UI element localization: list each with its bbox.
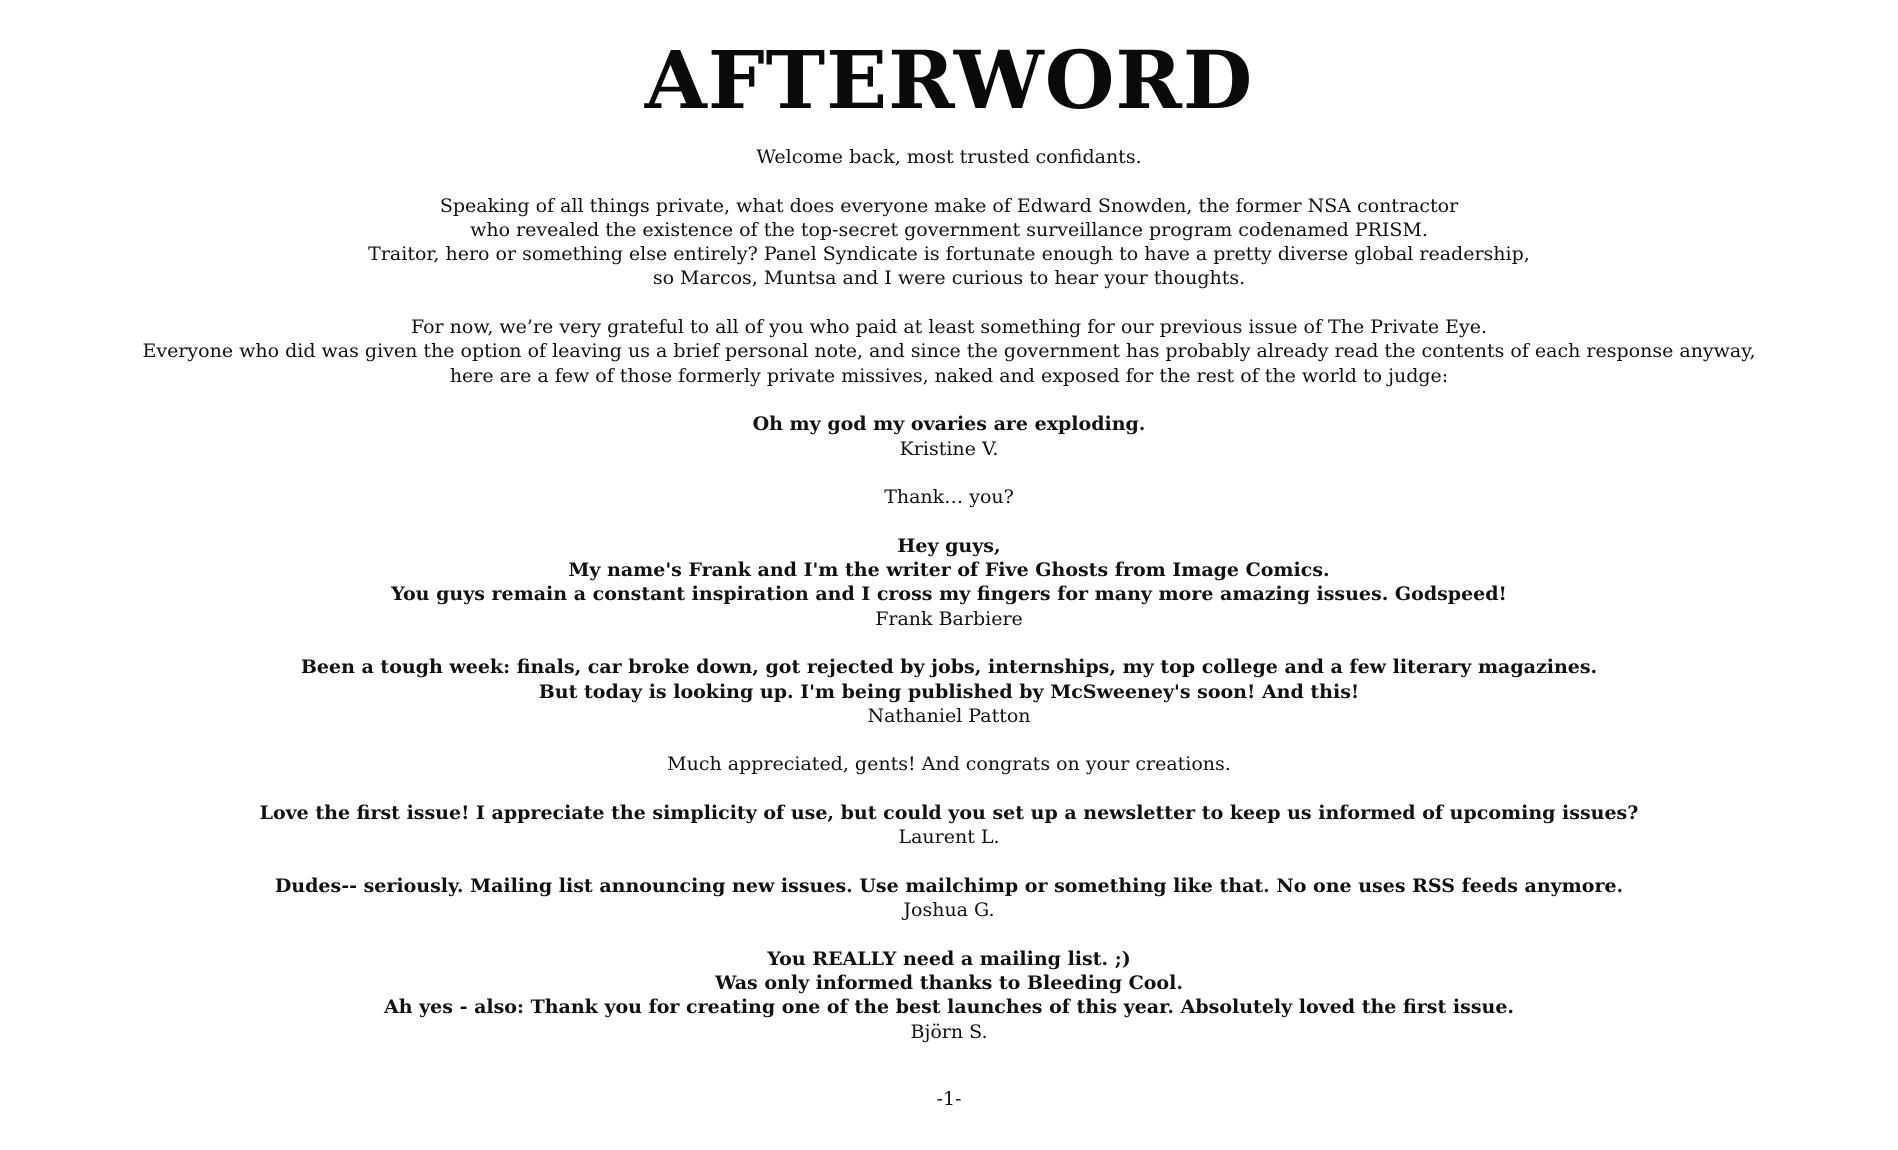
letter-message-line: You guys remain a constant inspiration and I cross my fingers for many more amazing issues. Godspeed! — [391, 583, 1507, 606]
letter-message-line: You REALLY need a mailing list. ;) — [767, 947, 1131, 970]
letter-message-line: But today is looking up. I'm being published by McSweeney's soon! And this! — [538, 680, 1360, 703]
letter-message-line: Hey guys, — [897, 534, 1001, 557]
paragraph-gap — [0, 777, 1898, 801]
letter-author: Nathaniel Patton — [867, 704, 1031, 727]
paragraph-line: who revealed the existence of the top-secret government surveillance program codenamed PRISM. — [470, 218, 1428, 241]
letter-message-line: Been a tough week: finals, car broke down, got rejected by jobs, internships, my top college and a few literary magazines. — [300, 656, 1598, 679]
letter-message-line: Ah yes - also: Thank you for creating one of the best launches of this year. Absolutely loved the first issue. — [383, 996, 1515, 1019]
letter-message-line: Love the first issue! I appreciate the simplicity of use, but could you set up a newsletter to keep us informed of upcoming issues? — [259, 802, 1639, 825]
letter-message-line: Dudes-- seriously. Mailing list announcing new issues. Use mailchimp or something like that. No one uses RSS feeds anymore. — [274, 874, 1624, 897]
paragraph-line: For now, we’re very grateful to all of you who paid at least something for our previous issue of The Private Eye. — [410, 316, 1488, 339]
reader-letter — [0, 947, 1898, 1044]
paragraph-line: Speaking of all things private, what does everyone make of Edward Snowden, the former NSA contractor — [439, 194, 1459, 217]
paragraph-gap — [0, 850, 1898, 874]
paragraph-gap — [0, 631, 1898, 655]
letter-message-line: My name's Frank and I'm the writer of Five Ghosts from Image Comics. — [568, 559, 1330, 582]
paragraph-gap — [0, 923, 1898, 947]
reader-letter — [0, 801, 1898, 850]
paragraph-gap — [0, 388, 1898, 412]
paragraph-gap — [0, 291, 1898, 315]
letter-author: Kristine V. — [899, 437, 999, 460]
snowden-paragraph — [0, 194, 1898, 291]
afterword-body — [0, 145, 1898, 1044]
page-number: -1- — [936, 1088, 962, 1110]
reader-letter — [0, 534, 1898, 631]
greeting-line: Welcome back, most trusted confidants. — [756, 146, 1142, 168]
letter-message-line: Oh my god my ovaries are exploding. — [752, 413, 1146, 436]
letter-author: Laurent L. — [898, 826, 1000, 849]
paragraph-line: Traitor, hero or something else entirely? Panel Syndicate is fortunate enough to have a pretty diverse global readership, — [368, 243, 1530, 266]
paragraph-gap — [0, 728, 1898, 752]
notes-paragraph — [0, 315, 1898, 388]
reader-letter — [0, 655, 1898, 728]
paragraph-line: Everyone who did was given the option of leaving us a brief personal note, and since the government has probably already read the contents of each response anyway, — [142, 340, 1756, 363]
letter-author: Frank Barbiere — [875, 607, 1023, 630]
paragraph-line: here are a few of those formerly private missives, naked and exposed for the rest of the world to judge: — [449, 364, 1449, 387]
reader-letter — [0, 874, 1898, 923]
paragraph-line: so Marcos, Muntsa and I were curious to hear your thoughts. — [652, 267, 1246, 290]
editor-reply: Thank… you? — [884, 486, 1014, 509]
paragraph-gap — [0, 461, 1898, 485]
page-title: AFTERWORD — [644, 33, 1254, 127]
reader-letter — [0, 412, 1898, 461]
paragraph-gap — [0, 169, 1898, 193]
letter-author: Joshua G. — [903, 899, 995, 922]
editor-reply: Much appreciated, gents! And congrats on your creations. — [667, 753, 1231, 776]
letter-author: Björn S. — [910, 1020, 988, 1043]
paragraph-gap — [0, 509, 1898, 533]
letter-message-line: Was only informed thanks to Bleeding Cool. — [715, 972, 1183, 995]
